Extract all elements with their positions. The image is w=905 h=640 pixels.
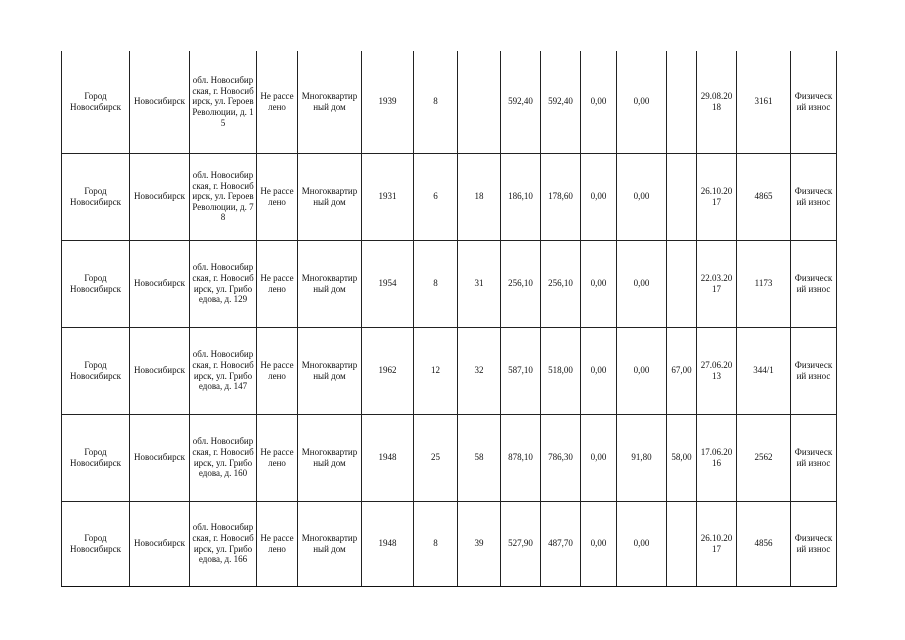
area-cell-3: 0,00 [581,414,617,501]
area-residential-cell: 786,30 [541,414,581,501]
area-cell-4: 0,00 [617,240,667,327]
doc-number-cell: 4865 [737,153,791,240]
count-cell: 8 [414,51,458,153]
area-cell-5 [667,240,697,327]
count-cell-2: 58 [458,414,501,501]
year-cell: 1954 [362,240,414,327]
table-row [62,240,837,327]
area-cell-4: 0,00 [617,153,667,240]
count-cell-2: 31 [458,240,501,327]
table-row [62,153,837,240]
date-cell: 17.06.2016 [697,414,737,501]
count-cell: 6 [414,153,458,240]
area-total-cell: 256,10 [501,240,541,327]
city-cell: Город Новосибирск [62,327,130,414]
count-cell-2: 39 [458,501,501,586]
area-cell-4: 0,00 [617,501,667,586]
district-cell: Новосибирск [130,240,190,327]
district-cell: Новосибирск [130,414,190,501]
area-total-cell: 592,40 [501,51,541,153]
status-cell: Не расселено [257,240,298,327]
date-cell: 22.03.2017 [697,240,737,327]
doc-number-cell: 4856 [737,501,791,586]
area-total-cell: 587,10 [501,327,541,414]
address-cell: обл. Новосибирская, г. Новосибирск, ул. Героев Революции, д. 15 [190,51,257,153]
date-cell: 27.06.2013 [697,327,737,414]
area-cell-5 [667,51,697,153]
area-total-cell: 878,10 [501,414,541,501]
status-cell: Не расселено [257,501,298,586]
type-cell: Многоквартирный дом [298,414,362,501]
area-cell-3: 0,00 [581,501,617,586]
area-cell-5: 67,00 [667,327,697,414]
city-cell: Город Новосибирск [62,414,130,501]
status-cell: Не расселено [257,327,298,414]
type-cell: Многоквартирный дом [298,501,362,586]
area-cell-5: 58,00 [667,414,697,501]
area-residential-cell: 487,70 [541,501,581,586]
city-cell: Город Новосибирск [62,51,130,153]
district-cell: Новосибирск [130,501,190,586]
city-cell: Город Новосибирск [62,501,130,586]
year-cell: 1962 [362,327,414,414]
reason-cell: Физический износ [791,327,837,414]
date-cell: 26.10.2017 [697,153,737,240]
area-residential-cell: 518,00 [541,327,581,414]
type-cell: Многоквартирный дом [298,240,362,327]
status-cell: Не расселено [257,51,298,153]
type-cell: Многоквартирный дом [298,327,362,414]
address-cell: обл. Новосибирская, г. Новосибирск, ул. Героев Революции, д. 78 [190,153,257,240]
district-cell: Новосибирск [130,51,190,153]
reason-cell: Физический износ [791,240,837,327]
reason-cell: Физический износ [791,153,837,240]
count-cell-2 [458,51,501,153]
reason-cell: Физический износ [791,501,837,586]
district-cell: Новосибирск [130,327,190,414]
table-row [62,501,837,586]
housing-table [61,51,837,587]
area-cell-5 [667,501,697,586]
count-cell: 12 [414,327,458,414]
area-total-cell: 527,90 [501,501,541,586]
district-cell: Новосибирск [130,153,190,240]
doc-number-cell: 3161 [737,51,791,153]
city-cell: Город Новосибирск [62,240,130,327]
count-cell-2: 18 [458,153,501,240]
area-cell-3: 0,00 [581,327,617,414]
area-residential-cell: 592,40 [541,51,581,153]
area-cell-4: 0,00 [617,327,667,414]
count-cell: 8 [414,501,458,586]
area-cell-3: 0,00 [581,240,617,327]
type-cell: Многоквартирный дом [298,153,362,240]
address-cell: обл. Новосибирская, г. Новосибирск, ул. Грибоедова, д. 147 [190,327,257,414]
area-cell-4: 91,80 [617,414,667,501]
doc-number-cell: 344/1 [737,327,791,414]
reason-cell: Физический износ [791,414,837,501]
reason-cell: Физический износ [791,51,837,153]
area-cell-4: 0,00 [617,51,667,153]
count-cell-2: 32 [458,327,501,414]
area-total-cell: 186,10 [501,153,541,240]
year-cell: 1948 [362,501,414,586]
year-cell: 1948 [362,414,414,501]
area-cell-3: 0,00 [581,153,617,240]
area-residential-cell: 178,60 [541,153,581,240]
address-cell: обл. Новосибирская, г. Новосибирск, ул. Грибоедова, д. 160 [190,414,257,501]
date-cell: 29.08.2018 [697,51,737,153]
address-cell: обл. Новосибирская, г. Новосибирск, ул. Грибоедова, д. 166 [190,501,257,586]
date-cell: 26.10.2017 [697,501,737,586]
table-row [62,327,837,414]
status-cell: Не расселено [257,414,298,501]
type-cell: Многоквартирный дом [298,51,362,153]
area-cell-5 [667,153,697,240]
count-cell: 8 [414,240,458,327]
count-cell: 25 [414,414,458,501]
area-residential-cell: 256,10 [541,240,581,327]
doc-number-cell: 1173 [737,240,791,327]
table-body [62,51,837,586]
status-cell: Не расселено [257,153,298,240]
doc-number-cell: 2562 [737,414,791,501]
year-cell: 1931 [362,153,414,240]
city-cell: Город Новосибирск [62,153,130,240]
table-row [62,414,837,501]
table-row [62,51,837,153]
address-cell: обл. Новосибирская, г. Новосибирск, ул. Грибоедова, д. 129 [190,240,257,327]
area-cell-3: 0,00 [581,51,617,153]
year-cell: 1939 [362,51,414,153]
